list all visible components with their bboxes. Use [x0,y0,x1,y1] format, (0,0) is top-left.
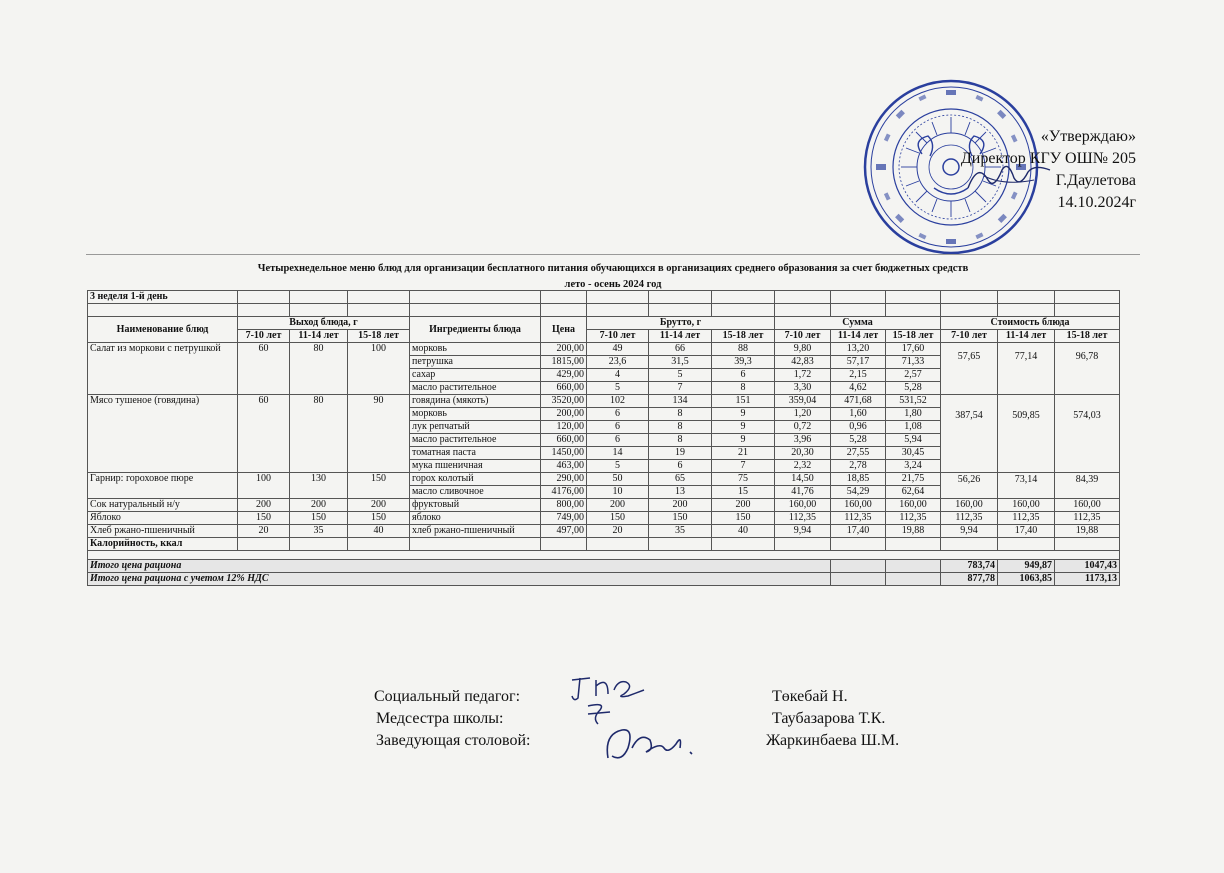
dish-cost: 57,65 [941,343,998,395]
dish-output: 150 [348,512,410,525]
ingredient-brutto: 6 [712,369,775,382]
total-label: Итого цена рациона [88,560,831,573]
header-sum: Сумма [775,317,941,330]
header-sum-age2: 11-14 лет [831,330,886,343]
dish-cost: 160,00 [998,499,1055,512]
ingredient-sum: 71,33 [886,356,941,369]
ingredient-price: 200,00 [541,408,587,421]
ingredient-sum: 112,35 [831,512,886,525]
ingredient-brutto: 39,3 [712,356,775,369]
dish-output: 100 [238,473,290,499]
header-output-age2: 11-14 лет [290,330,348,343]
signature-role: Социальный педагог: [374,688,521,705]
table-cell [1055,538,1120,551]
ingredient-name: фруктовый [410,499,541,512]
ingredient-sum: 4,62 [831,382,886,395]
ingredient-sum: 160,00 [886,499,941,512]
signature-role: Медсестра школы: [376,710,504,727]
ingredient-price: 290,00 [541,473,587,486]
signature-name: Жаркинбаева Ш.М. [766,732,900,749]
ingredient-sum: 3,30 [775,382,831,395]
ingredient-sum: 1,20 [775,408,831,421]
ingredient-sum: 0,72 [775,421,831,434]
header-brutto-age3: 15-18 лет [712,330,775,343]
ingredient-sum: 17,40 [831,525,886,538]
ingredient-brutto: 8 [649,434,712,447]
dish-cost: 112,35 [941,512,998,525]
header-price: Цена [541,317,587,343]
table-cell [831,560,886,573]
ingredient-brutto: 6 [587,421,649,434]
dish-output: 60 [238,395,290,473]
dish-output: 35 [290,525,348,538]
table-cell [712,538,775,551]
dish-output: 80 [290,395,348,473]
table-row [88,343,1120,356]
dish-cost: 387,54 [941,395,998,473]
dish-name: Мясо тушеное (говядина) [88,395,238,473]
dish-output: 80 [290,343,348,395]
ingredient-sum: 160,00 [831,499,886,512]
ingredient-sum: 62,64 [886,486,941,499]
menu-table [87,290,1120,586]
ingredient-brutto: 15 [712,486,775,499]
ingredient-name: морковь [410,343,541,356]
ingredient-brutto: 8 [649,421,712,434]
ingredient-price: 800,00 [541,499,587,512]
dish-cost: 19,88 [1055,525,1120,538]
ingredient-sum: 531,52 [886,395,941,408]
ingredient-price: 120,00 [541,421,587,434]
ingredient-sum: 2,32 [775,460,831,473]
ingredient-brutto: 14 [587,447,649,460]
ingredient-price: 497,00 [541,525,587,538]
ingredient-name: морковь [410,408,541,421]
ingredient-brutto: 40 [712,525,775,538]
ingredient-sum: 2,78 [831,460,886,473]
ingredient-brutto: 150 [712,512,775,525]
header-cost: Стоимость блюда [941,317,1120,330]
ingredient-sum: 13,20 [831,343,886,356]
table-cell [886,560,941,573]
director-signature-icon [964,158,1054,194]
ingredient-brutto: 50 [587,473,649,486]
ingredient-name: хлеб ржано-пшеничный [410,525,541,538]
dish-output: 150 [238,512,290,525]
table-cell [541,538,587,551]
dish-output: 60 [238,343,290,395]
header-output-age3: 15-18 лет [348,330,410,343]
header-ingredients: Ингредиенты блюда [410,317,541,343]
ingredient-name: сахар [410,369,541,382]
table-cell [410,538,541,551]
table-row [88,525,1120,538]
approval-date: 14.10.2024г [1057,194,1136,211]
header-cost-age1: 7-10 лет [941,330,998,343]
table-cell [886,573,941,586]
ingredient-brutto: 19 [649,447,712,460]
ingredient-sum: 41,76 [775,486,831,499]
ingredient-name: томатная паста [410,447,541,460]
ingredient-brutto: 7 [649,382,712,395]
header-brutto-age1: 7-10 лет [587,330,649,343]
approval-title: «Утверждаю» [1040,128,1136,145]
ingredient-brutto: 6 [649,460,712,473]
dish-output: 130 [290,473,348,499]
ingredient-brutto: 7 [712,460,775,473]
ingredient-sum: 3,24 [886,460,941,473]
ingredient-sum: 20,30 [775,447,831,460]
signature-name: Таубазарова Т.К. [772,710,886,727]
ingredient-name: петрушка [410,356,541,369]
total-value: 1047,43 [1055,560,1120,573]
total-value: 1063,85 [998,573,1055,586]
ingredient-sum: 30,45 [886,447,941,460]
canteen-head-signature-icon [598,718,698,768]
total-value: 1173,13 [1055,573,1120,586]
ingredient-sum: 0,96 [831,421,886,434]
ingredient-brutto: 5 [587,460,649,473]
total-value: 783,74 [941,560,998,573]
dish-name: Гарнир: гороховое пюре [88,473,238,499]
ingredient-brutto: 10 [587,486,649,499]
table-cell [775,538,831,551]
table-cell [831,538,886,551]
calories-row [88,538,1120,551]
ingredient-sum: 2,15 [831,369,886,382]
ingredient-brutto: 13 [649,486,712,499]
dish-cost: 17,40 [998,525,1055,538]
dish-name: Салат из моркови с петрушкой [88,343,238,395]
ingredient-brutto: 21 [712,447,775,460]
ingredient-price: 3520,00 [541,395,587,408]
ingredient-brutto: 200 [712,499,775,512]
dish-output: 200 [290,499,348,512]
ingredient-sum: 1,72 [775,369,831,382]
ingredient-brutto: 65 [649,473,712,486]
dish-cost: 84,39 [1055,473,1120,499]
ingredient-sum: 54,29 [831,486,886,499]
ingredient-sum: 2,57 [886,369,941,382]
ingredient-name: масло растительное [410,434,541,447]
dish-cost: 96,78 [1055,343,1120,395]
approval-name: Г.Даулетова [1055,172,1136,189]
dish-cost: 77,14 [998,343,1055,395]
signature-role: Заведующая столовой: [376,732,531,749]
approval-position: Директор КГУ ОШ№ 205 [960,150,1136,167]
ingredient-price: 1450,00 [541,447,587,460]
ingredient-sum: 5,94 [886,434,941,447]
total-row [88,573,1120,586]
ingredient-brutto: 6 [587,408,649,421]
dish-cost: 112,35 [998,512,1055,525]
ingredient-price: 429,00 [541,369,587,382]
signature-row [374,686,934,708]
ingredient-sum: 112,35 [775,512,831,525]
table-cell [998,538,1055,551]
ingredient-sum: 9,80 [775,343,831,356]
ingredient-sum: 160,00 [775,499,831,512]
dish-cost: 73,14 [998,473,1055,499]
dish-output: 100 [348,343,410,395]
dish-output: 20 [238,525,290,538]
dish-output: 40 [348,525,410,538]
ingredient-sum: 1,80 [886,408,941,421]
ingredient-brutto: 102 [587,395,649,408]
ingredient-brutto: 66 [649,343,712,356]
ingredient-brutto: 134 [649,395,712,408]
table-cell [941,538,998,551]
dish-output: 150 [348,473,410,499]
ingredient-name: масло растительное [410,382,541,395]
table-title: Четырехнедельное меню блюд для организации бесплатного питания обучающихся в организациях среднего образования за счет бюджетных средств [257,263,969,274]
dish-output: 150 [290,512,348,525]
ingredient-sum: 17,60 [886,343,941,356]
dish-cost: 112,35 [1055,512,1120,525]
dish-name: Сок натуральный н/у [88,499,238,512]
header-dish: Наименование блюд [88,317,238,343]
ingredient-sum: 359,04 [775,395,831,408]
ingredient-brutto: 150 [587,512,649,525]
ingredient-sum: 112,35 [886,512,941,525]
ingredient-price: 463,00 [541,460,587,473]
ingredient-name: горох колотый [410,473,541,486]
dish-output: 200 [238,499,290,512]
header-output-age1: 7-10 лет [238,330,290,343]
table-cell [290,538,348,551]
ingredient-sum: 9,94 [775,525,831,538]
table-title-block [86,254,1140,292]
dish-cost: 509,85 [998,395,1055,473]
ingredient-brutto: 20 [587,525,649,538]
ingredient-sum: 18,85 [831,473,886,486]
header-sum-age1: 7-10 лет [775,330,831,343]
ingredient-sum: 27,55 [831,447,886,460]
ingredient-brutto: 151 [712,395,775,408]
ingredient-brutto: 9 [712,408,775,421]
ingredient-brutto: 35 [649,525,712,538]
table-cell [238,538,290,551]
ingredient-sum: 5,28 [886,382,941,395]
ingredient-sum: 19,88 [886,525,941,538]
ingredient-sum: 42,83 [775,356,831,369]
ingredient-brutto: 200 [587,499,649,512]
table-cell [831,573,886,586]
dish-cost: 56,26 [941,473,998,499]
header-cost-age3: 15-18 лет [1055,330,1120,343]
table-cell [348,538,410,551]
ingredient-brutto: 150 [649,512,712,525]
ingredient-sum: 1,60 [831,408,886,421]
table-row [88,499,1120,512]
dish-output: 90 [348,395,410,473]
ingredient-name: лук репчатый [410,421,541,434]
ingredient-brutto: 5 [587,382,649,395]
ingredient-brutto: 9 [712,434,775,447]
ingredient-sum: 21,75 [886,473,941,486]
dish-output: 200 [348,499,410,512]
dish-name: Хлеб ржано-пшеничный [88,525,238,538]
table-subtitle: лето - осень 2024 год [564,279,662,290]
ingredient-name: масло сливочное [410,486,541,499]
ingredient-price: 4176,00 [541,486,587,499]
table-row [88,473,1120,486]
ingredient-brutto: 9 [712,421,775,434]
ingredient-name: мука пшеничная [410,460,541,473]
ingredient-brutto: 49 [587,343,649,356]
ingredient-brutto: 6 [587,434,649,447]
day-label: 3 неделя 1-й день [88,291,238,304]
table-cell [587,538,649,551]
ingredient-brutto: 8 [712,382,775,395]
total-value: 949,87 [998,560,1055,573]
ingredient-price: 660,00 [541,434,587,447]
table-cell [649,538,712,551]
ingredient-name: яблоко [410,512,541,525]
ingredient-brutto: 4 [587,369,649,382]
header-brutto-age2: 11-14 лет [649,330,712,343]
ingredient-brutto: 88 [712,343,775,356]
ingredient-brutto: 200 [649,499,712,512]
ingredient-brutto: 31,5 [649,356,712,369]
signature-name: Төкебай Н. [772,688,848,705]
ingredient-sum: 471,68 [831,395,886,408]
ingredient-sum: 57,17 [831,356,886,369]
ingredient-price: 1815,00 [541,356,587,369]
table-row [88,512,1120,525]
ingredient-brutto: 5 [649,369,712,382]
header-output: Выход блюда, г [238,317,410,330]
header-sum-age3: 15-18 лет [886,330,941,343]
total-row [88,560,1120,573]
dish-cost: 160,00 [941,499,998,512]
ingredient-brutto: 23,6 [587,356,649,369]
ingredient-sum: 5,28 [831,434,886,447]
calories-label: Калорийность, ккал [88,538,238,551]
table-row [88,395,1120,408]
dish-cost: 160,00 [1055,499,1120,512]
dish-cost: 9,94 [941,525,998,538]
table-cell [886,538,941,551]
ingredient-brutto: 8 [649,408,712,421]
ingredient-price: 200,00 [541,343,587,356]
header-cost-age2: 11-14 лет [998,330,1055,343]
ingredient-sum: 1,08 [886,421,941,434]
ingredient-sum: 3,96 [775,434,831,447]
ingredient-name: говядина (мякоть) [410,395,541,408]
ingredient-sum: 14,50 [775,473,831,486]
dish-cost: 574,03 [1055,395,1120,473]
ingredient-price: 660,00 [541,382,587,395]
ingredient-brutto: 75 [712,473,775,486]
dish-name: Яблоко [88,512,238,525]
header-brutto: Брутто, г [587,317,775,330]
total-label: Итого цена рациона с учетом 12% НДС [88,573,831,586]
ingredient-price: 749,00 [541,512,587,525]
total-value: 877,78 [941,573,998,586]
